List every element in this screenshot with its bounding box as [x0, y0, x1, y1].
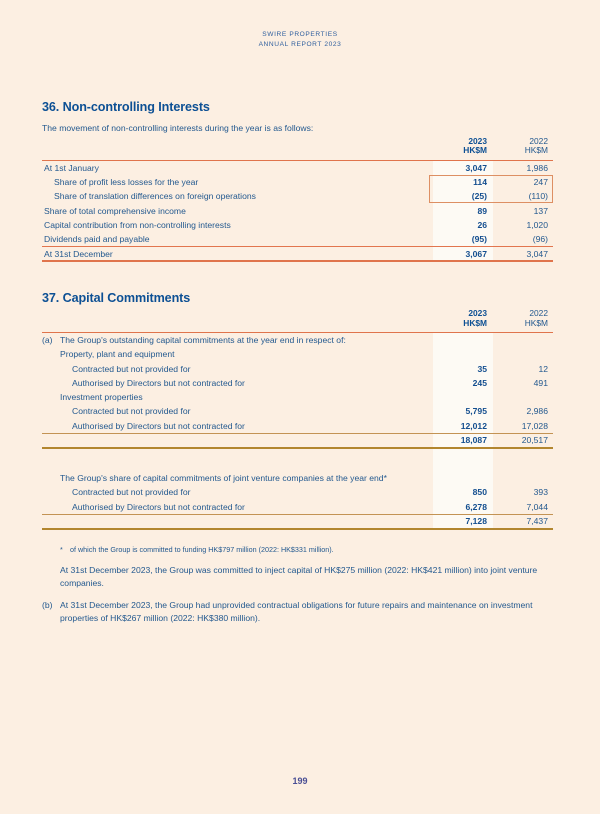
value-2023: 114	[433, 175, 493, 189]
value-2023: 12,012	[433, 419, 493, 433]
row-label: The Group's outstanding capital commitments at the year end in respect of:	[60, 334, 346, 345]
row-label: Authorised by Directors but not contracted for	[72, 377, 245, 388]
value-2022: 7,044	[526, 501, 548, 512]
table-row	[42, 390, 553, 404]
row-label: Dividends paid and payable	[44, 234, 150, 245]
paragraph-inject-capital: At 31st December 2023, the Group was committed to inject capital of HK$275 million (2022: HK$421 million) into joint venture companies.	[60, 564, 538, 588]
table-row	[42, 376, 553, 390]
page-number: 199	[292, 776, 308, 786]
value-2023: 3,067	[433, 247, 493, 260]
table-row	[42, 246, 553, 262]
value-2023: 26	[433, 218, 493, 232]
value-2022: 491	[533, 377, 548, 388]
spacer-row	[42, 449, 553, 471]
value-2023: 5,795	[433, 404, 493, 418]
value-2022: 7,437	[526, 516, 548, 527]
value-2023: (25)	[433, 189, 493, 203]
row-label: Authorised by Directors but not contracted for	[72, 501, 245, 512]
table-row	[42, 404, 553, 418]
value-2022: 1,020	[526, 219, 548, 230]
table-row	[42, 433, 553, 449]
row-label: Property, plant and equipment	[60, 349, 175, 360]
value-2022: 247	[533, 177, 548, 188]
row-marker: (a)	[42, 334, 53, 345]
row-label: Share of total comprehensive income	[44, 205, 186, 216]
table-body	[42, 333, 553, 530]
row-label: The Group's share of capital commitments of joint venture companies at the year end*	[60, 473, 387, 483]
row-label: Share of translation differences on foreign operations	[54, 191, 256, 202]
table-row	[42, 333, 553, 347]
value-2022	[493, 449, 553, 471]
value-2023: (95)	[433, 232, 493, 246]
value-2022	[493, 347, 553, 361]
row-label: Contracted but not provided for	[72, 487, 191, 498]
report-name: SWIRE PROPERTIES	[262, 31, 338, 38]
table-row	[42, 471, 553, 485]
value-2022: 17,028	[521, 420, 548, 431]
table-row	[42, 485, 553, 499]
table-row	[42, 161, 553, 175]
value-2023: 3,047	[433, 161, 493, 175]
table-row	[42, 218, 553, 232]
row-label: At 1st January	[44, 162, 99, 173]
capital-commitments-table	[42, 309, 553, 529]
value-2023: 850	[433, 485, 493, 499]
row-label: Share of profit less losses for the year	[54, 177, 199, 188]
value-2022: 1,986	[526, 162, 548, 173]
paragraph-b-marker: (b)	[42, 599, 53, 610]
value-2022: (110)	[528, 191, 548, 202]
highlight-box	[42, 175, 553, 204]
footnote-asterisk: *	[60, 544, 63, 554]
value-2022	[493, 471, 553, 485]
row-label: Investment properties	[60, 392, 143, 403]
value-2023: 35	[433, 361, 493, 375]
report-year: ANNUAL REPORT 2023	[258, 40, 342, 48]
row-label: Capital contribution from non-controlling interests	[44, 219, 231, 230]
value-2023: 18,087	[433, 434, 493, 447]
value-2022: 137	[533, 205, 548, 216]
table-row	[42, 175, 553, 189]
table-row	[42, 361, 553, 375]
row-label: Authorised by Directors but not contracted for	[72, 420, 245, 431]
paragraph-b-text: At 31st December 2023, the Group had unprovided contractual obligations for future repairs and maintenance on investment properties of HK$267 million (2022: HK$380 million).	[60, 599, 533, 623]
footnote	[42, 545, 553, 555]
value-2022	[493, 333, 553, 347]
col-header-2023: 2023 HK$M	[463, 136, 487, 156]
col-header-2022: 2022 HK$M	[524, 136, 548, 156]
row-label: Contracted but not provided for	[72, 406, 191, 417]
row-label: Contracted but not provided for	[72, 363, 191, 374]
value-2022	[493, 390, 553, 404]
section-capital-commitments	[42, 291, 553, 624]
value-2022: (96)	[532, 234, 548, 245]
value-2022: 20,517	[521, 435, 548, 446]
value-2023: 89	[433, 203, 493, 217]
value-2022: 12	[538, 363, 548, 374]
section-37-title: 37. Capital Commitments	[42, 291, 191, 306]
value-2022: 393	[533, 487, 548, 498]
table-row	[42, 203, 553, 217]
paragraph-b	[42, 599, 553, 625]
table-row	[42, 232, 553, 246]
table-body	[42, 161, 553, 263]
value-2023: 7,128	[433, 515, 493, 528]
table-row	[42, 189, 553, 203]
value-2023: 245	[433, 376, 493, 390]
table-header	[42, 137, 553, 160]
section-36-intro: The movement of non-controlling interests during the year is as follows:	[42, 123, 314, 134]
table-row	[42, 347, 553, 361]
report-header	[0, 0, 600, 49]
table-row	[42, 419, 553, 433]
col-header-2023: 2023 HK$M	[463, 308, 487, 328]
footnote-text: of which the Group is committed to funding HK$797 million (2022: HK$331 million).	[70, 544, 334, 554]
table-row	[42, 514, 553, 530]
table-row	[42, 499, 553, 513]
non-controlling-interests-table	[42, 137, 553, 262]
value-2023	[433, 333, 493, 347]
value-2022: 2,986	[526, 406, 548, 417]
value-2023	[433, 471, 493, 485]
section-36-title: 36. Non-controlling Interests	[42, 100, 210, 115]
value-2023: 6,278	[433, 499, 493, 513]
value-2023	[433, 390, 493, 404]
section-non-controlling-interests	[42, 100, 553, 262]
value-2023	[433, 449, 493, 471]
col-header-2022: 2022 HK$M	[524, 308, 548, 328]
value-2022: 3,047	[526, 248, 548, 259]
row-label: At 31st December	[44, 248, 113, 259]
value-2023	[433, 347, 493, 361]
page-content	[42, 100, 553, 625]
table-header	[42, 309, 553, 332]
